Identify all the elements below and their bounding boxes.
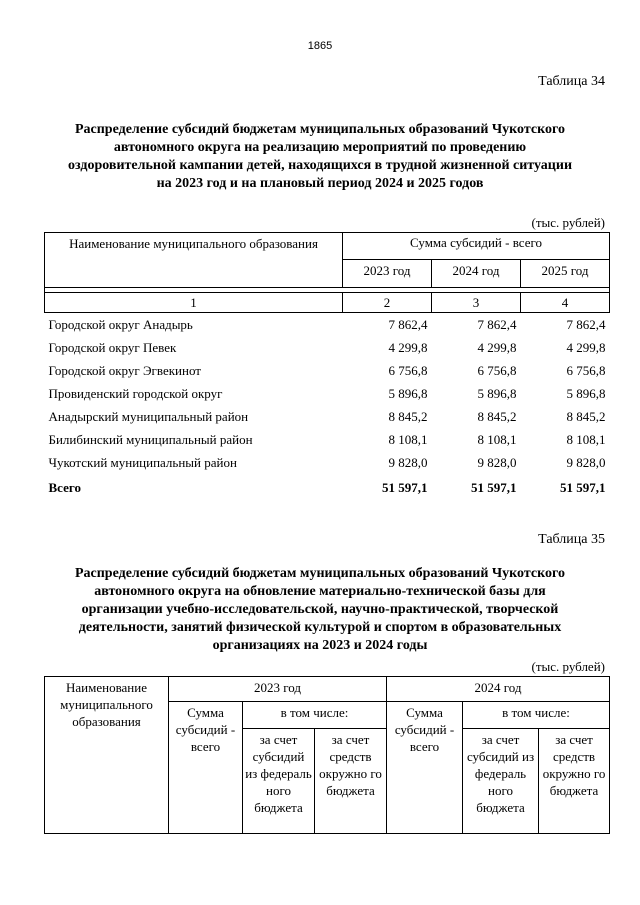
row-value-2025: 9 828,0 <box>566 454 606 470</box>
table34-title-line: оздоровительной кампании детей, находящихся в трудной жизненной ситуации <box>67 158 573 173</box>
row-value-2024: 8 108,1 <box>477 431 517 447</box>
row-value-2024: 7 862,4 <box>477 316 517 332</box>
table35-title-line: организациях на 2023 и 2024 годы <box>212 638 428 653</box>
t35-header-name: Наименование муниципального образования <box>45 677 169 834</box>
row-value-2024: 4 299,8 <box>477 339 517 355</box>
table35 <box>44 676 610 834</box>
row-value-2025: 5 896,8 <box>566 385 606 401</box>
t35-header-year-2024: 2024 год <box>387 677 610 702</box>
table-row <box>45 336 610 359</box>
row-value-2025: 8 845,2 <box>566 408 606 424</box>
t34-header-year: 2024 год <box>432 260 521 288</box>
row-name: Провиденский городской округ <box>48 385 223 401</box>
table35-label: Таблица 35 <box>538 532 605 547</box>
total-label: Всего <box>48 480 81 495</box>
table34-label: Таблица 34 <box>538 74 605 89</box>
row-value-2023: 9 828,0 <box>388 454 428 470</box>
row-value-2023: 8 108,1 <box>388 431 428 447</box>
t35-header-federal-2024: за счет субсидий из федераль ного бюджета <box>463 729 539 834</box>
t34-col-number: 2 <box>343 293 432 313</box>
table-row <box>45 428 610 451</box>
table34-title-line: на 2023 год и на плановый период 2024 и 2025 годов <box>156 176 484 191</box>
table35-title-line: автономного округа на обновление материально-технической базы для <box>94 584 546 599</box>
row-value-2024: 5 896,8 <box>477 385 517 401</box>
table35-title <box>40 565 600 655</box>
row-value-2023: 7 862,4 <box>388 316 428 332</box>
t34-col-number: 4 <box>521 293 610 313</box>
row-value-2023: 4 299,8 <box>388 339 428 355</box>
page-number: 1865 <box>307 40 333 52</box>
t34-header-name: Наименование муниципального образования <box>45 233 343 288</box>
row-value-2025: 6 756,8 <box>566 362 606 378</box>
row-name: Городской округ Эгвекинот <box>48 362 201 378</box>
row-value-2023: 8 845,2 <box>388 408 428 424</box>
table34 <box>44 232 610 502</box>
row-value-2025: 4 299,8 <box>566 339 606 355</box>
row-name: Городской округ Анадырь <box>48 316 193 332</box>
table-row <box>45 405 610 428</box>
t34-header-year: 2023 год <box>343 260 432 288</box>
table34-title <box>40 121 600 193</box>
row-value-2023: 6 756,8 <box>388 362 428 378</box>
total-value-2025: 51 597,1 <box>560 480 606 495</box>
table-row <box>45 359 610 382</box>
t35-header-sum-2024: Сумма субсидий - всего <box>387 702 463 834</box>
total-value-2023: 51 597,1 <box>382 480 428 495</box>
t35-header-year-2023: 2023 год <box>169 677 387 702</box>
row-value-2024: 9 828,0 <box>477 454 517 470</box>
row-name: Билибинский муниципальный район <box>48 431 253 447</box>
t34-col-number: 3 <box>432 293 521 313</box>
table-row <box>45 382 610 405</box>
table35-title-line: деятельности, занятий физической культурой и спортом в образовательных <box>78 620 562 635</box>
table34-title-line: автономного округа на реализацию мероприятий по проведению <box>113 140 527 155</box>
row-value-2024: 6 756,8 <box>477 362 517 378</box>
table35-title-line: Распределение субсидий бюджетам муниципальных образований Чукотского <box>74 566 566 581</box>
t35-header-including-2023: в том числе: <box>243 702 387 729</box>
row-value-2024: 8 845,2 <box>477 408 517 424</box>
t34-col-number: 1 <box>45 293 343 313</box>
table35-title-line: организации учебно-исследовательской, научно-практической, творческой <box>81 602 559 617</box>
t35-header-federal-2023: за счет субсидий из федераль ного бюджета <box>243 729 315 834</box>
table-row <box>45 313 610 337</box>
row-value-2025: 7 862,4 <box>566 316 606 332</box>
t35-header-district-2023: за счет средств окружно го бюджета <box>315 729 387 834</box>
t34-header-sum: Сумма субсидий - всего <box>343 233 610 260</box>
row-value-2023: 5 896,8 <box>388 385 428 401</box>
t35-header-district-2024: за счет средств окружно го бюджета <box>539 729 610 834</box>
t35-header-sum-2023: Сумма субсидий - всего <box>169 702 243 834</box>
t35-header-including-2024: в том числе: <box>463 702 610 729</box>
total-value-2024: 51 597,1 <box>471 480 517 495</box>
row-value-2025: 8 108,1 <box>566 431 606 447</box>
row-name: Чукотский муниципальный район <box>48 454 237 470</box>
t34-header-year: 2025 год <box>521 260 610 288</box>
table34-title-line: Распределение субсидий бюджетам муниципальных образований Чукотского <box>74 122 566 137</box>
row-name: Городской округ Певек <box>48 339 177 355</box>
table35-units: (тыс. рублей) <box>531 659 605 674</box>
table-row <box>45 451 610 474</box>
table34-units: (тыс. рублей) <box>531 215 605 230</box>
total-row <box>45 474 610 502</box>
row-name: Анадырский муниципальный район <box>48 408 249 424</box>
